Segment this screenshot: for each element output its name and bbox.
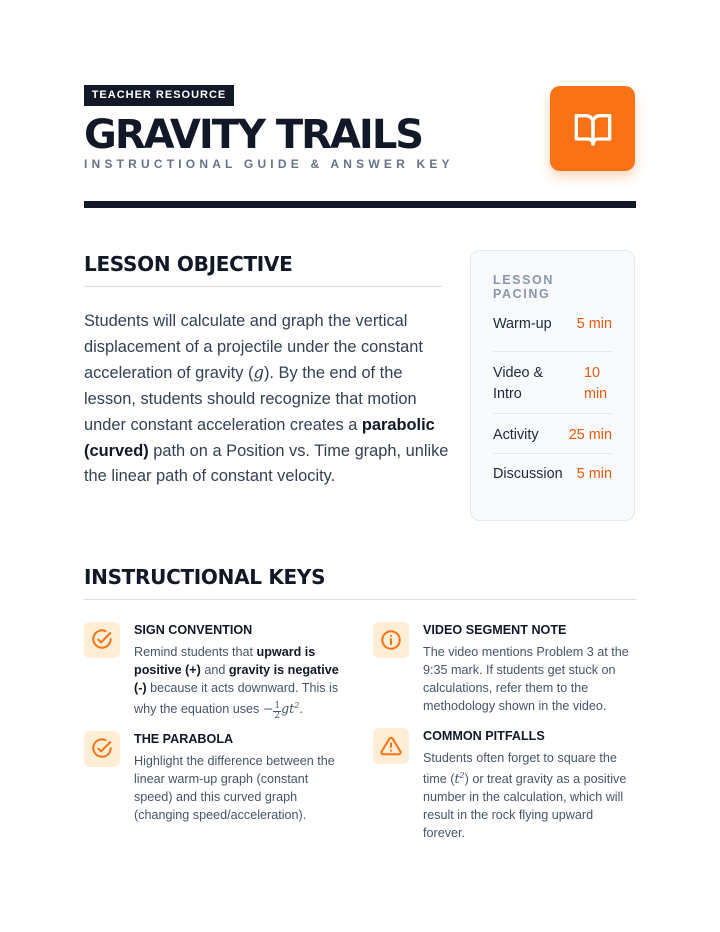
pacing-row bbox=[493, 311, 612, 352]
key-title: VIDEO SEGMENT NOTE bbox=[423, 623, 567, 637]
pacing-time: 5 min bbox=[576, 466, 612, 482]
pacing-time: 5 min bbox=[576, 316, 612, 332]
open-book-icon bbox=[573, 109, 613, 149]
check-circle-icon bbox=[84, 622, 120, 658]
gravity-symbol: g bbox=[253, 363, 264, 383]
pacing-label: Warm-up bbox=[493, 316, 552, 332]
pacing-time: 10 min bbox=[584, 365, 608, 402]
pacing-row bbox=[493, 454, 612, 494]
pacing-row bbox=[493, 414, 612, 454]
keys-divider bbox=[84, 599, 636, 600]
key-title: THE PARABOLA bbox=[134, 732, 234, 746]
teacher-resource-tag: TEACHER RESOURCE bbox=[84, 85, 234, 106]
pacing-title: LESSON PACING bbox=[493, 273, 554, 301]
warning-triangle-icon bbox=[373, 728, 409, 764]
guide-page bbox=[84, 0, 636, 932]
pacing-row bbox=[493, 352, 612, 414]
key-title: COMMON PITFALLS bbox=[423, 729, 545, 743]
objective-divider bbox=[84, 286, 442, 287]
check-circle-icon bbox=[84, 731, 120, 767]
lesson-objective-heading: LESSON OBJECTIVE bbox=[84, 252, 293, 276]
info-circle-icon bbox=[373, 622, 409, 658]
pacing-label: Discussion bbox=[493, 466, 563, 482]
page-subtitle: INSTRUCTIONAL GUIDE & ANSWER KEY bbox=[84, 157, 454, 171]
page-title: GRAVITY TRAILS bbox=[84, 112, 423, 158]
header-divider bbox=[84, 201, 636, 208]
key-title: SIGN CONVENTION bbox=[134, 623, 253, 637]
pacing-time: 25 min bbox=[568, 427, 612, 443]
key-text: Remind students that upward is positive (+) and gravity is negative (-) because it acts downward. This is why the equation uses − $\frac{1}{2}$ $gt^2$. bbox=[134, 645, 339, 722]
fraction-one-half: $\frac{1}{2}$ bbox=[274, 701, 281, 722]
book-badge bbox=[550, 86, 635, 171]
pacing-label: Activity bbox=[493, 427, 539, 443]
key-text: Students often forget to square the time $(t^2)$ or treat gravity as a positive number in the calculation, which will result in the rock flying upward forever. bbox=[423, 751, 627, 841]
instructional-keys-heading: INSTRUCTIONAL KEYS bbox=[84, 565, 326, 589]
objective-paragraph: Students will calculate and graph the vertical displacement of a projectile under the constant acceleration of gravity (g). By the end of the lesson, students should recognize that motion under constant acceleration creates a parabolic (curved) path on a Position vs. Time graph, unlike the linear path of constant velocity. bbox=[84, 312, 449, 486]
lesson-pacing-card bbox=[470, 250, 635, 521]
key-text: Highlight the difference between the linear warm-up graph (constant speed) and this curved graph (changing speed/acceleration). bbox=[134, 754, 335, 822]
key-text: The video mentions Problem 3 at the 9:35 mark. If students get stuck on calculations, refer them to the methodology shown in the video. bbox=[423, 645, 629, 713]
pacing-label: Video & Intro bbox=[493, 365, 544, 402]
parabolic-emphasis: parabolic (curved) bbox=[84, 415, 435, 460]
